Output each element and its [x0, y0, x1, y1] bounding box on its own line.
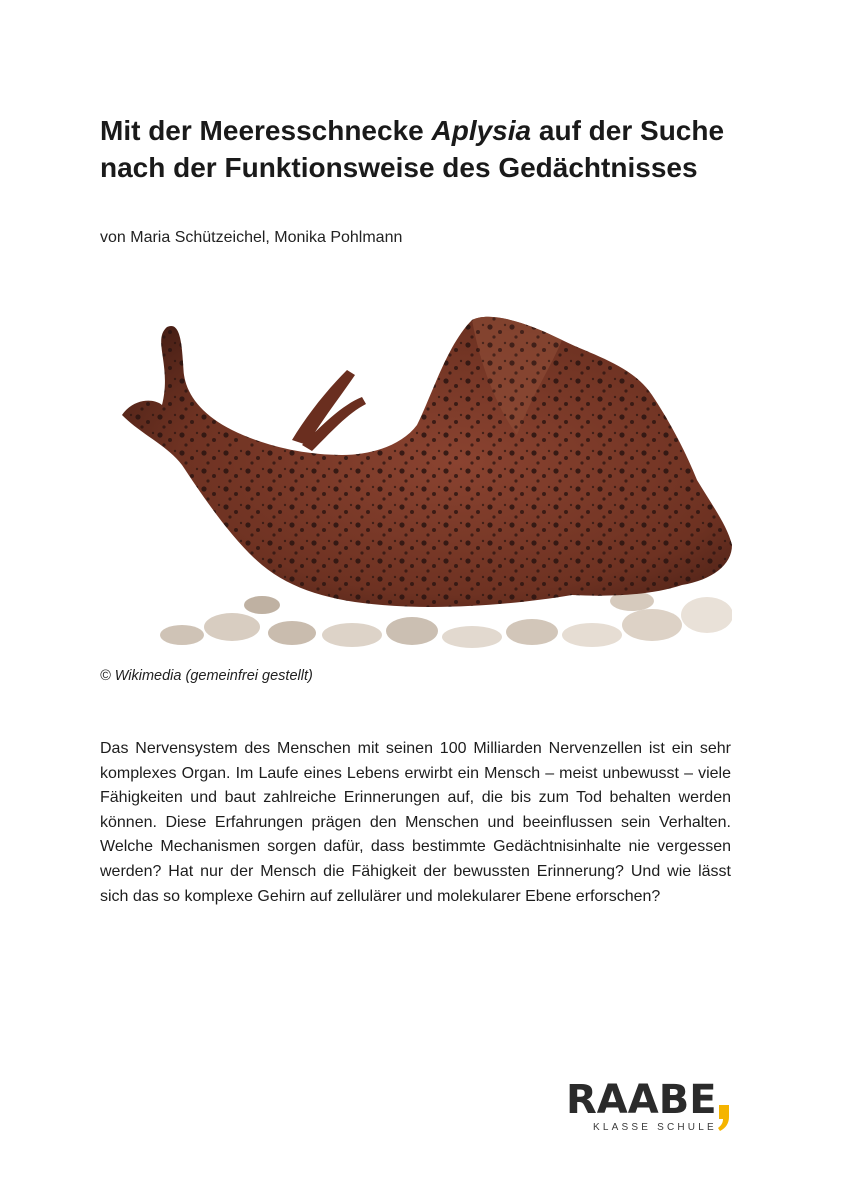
image-credit: © Wikimedia (gemeinfrei gestellt) — [100, 668, 313, 684]
aplysia-illustration — [112, 305, 732, 650]
tentacles — [292, 370, 366, 451]
title-italic-species: Aplysia — [431, 115, 532, 146]
publisher-logo — [566, 1077, 736, 1137]
intro-paragraph: Das Nervensystem des Menschen mit seinen 100 Milliarden Nervenzellen ist ein sehr komplexes Organ. Im Laufe eines Lebens erwirbt ein Mensch – meist unbewusst – viele Fähigkeiten und baut zahlreiche Erinnerungen auf, die bis zum Tod behalten werden können. Diese Erfahrungen prägen den Menschen und beeinflussen sein Verhalten. Welche Mechanismen sorgen dafür, dass bestimmte Gedächtnisinhalte nie vergessen werden? Hat nur der Mensch die Fähigkeit der bewussten Erinnerung? Und wie lässt sich das so komplexe Gehirn auf zellulärer und molekularer Ebene erforschen? — [100, 740, 731, 905]
title-part-1: Mit der Meeresschnecke — [100, 115, 432, 146]
logo-comma-icon — [717, 1105, 731, 1131]
logo-wordmark: RAABE — [566, 1077, 717, 1123]
authors-line: von Maria Schützeichel, Monika Pohlmann — [100, 229, 403, 246]
logo-tagline: KLASSE SCHULE — [593, 1122, 717, 1133]
document-title — [100, 112, 760, 186]
sea-slug-photo — [112, 305, 732, 650]
title-part-2: auf der Suche nach der Funktionsweise des Gedächtnisses — [100, 115, 725, 183]
